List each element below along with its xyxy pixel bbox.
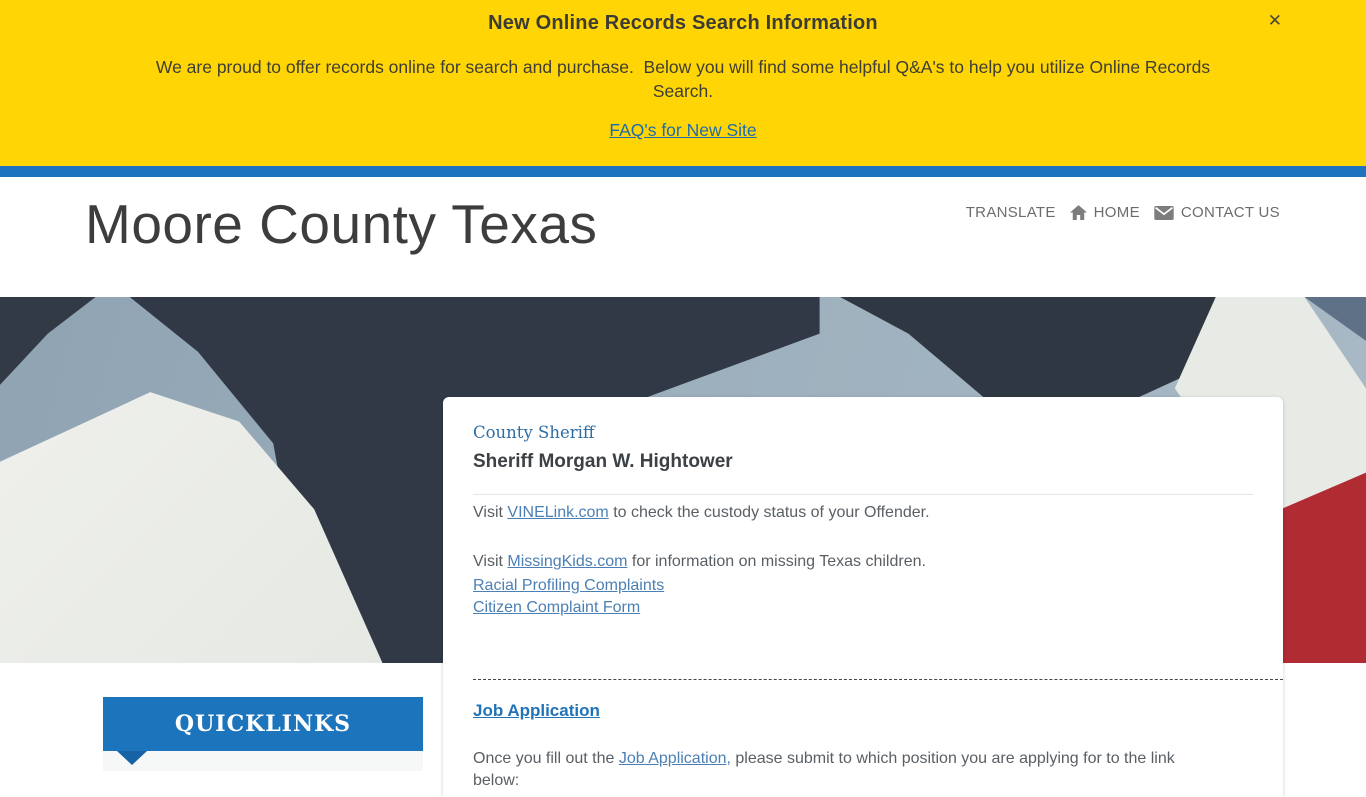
quicklinks-label: QUICKLINKS bbox=[174, 711, 352, 737]
vine-suffix: to check the custody status of your Offender. bbox=[608, 504, 930, 521]
envelope-icon bbox=[1154, 206, 1174, 220]
job-application-link[interactable]: Job Application bbox=[473, 700, 600, 720]
home-icon bbox=[1070, 205, 1087, 220]
county-sheriff-card bbox=[443, 397, 1283, 797]
blue-divider-bar bbox=[0, 166, 1366, 177]
quicklinks-button[interactable] bbox=[103, 697, 423, 751]
sheriff-name-heading: Sheriff Morgan W. Hightower bbox=[473, 451, 733, 472]
quicklinks-pointer-icon bbox=[117, 751, 147, 765]
nav-home[interactable] bbox=[1070, 204, 1140, 221]
site-header bbox=[0, 177, 1366, 297]
faq-new-site-link[interactable]: FAQ's for New Site bbox=[609, 120, 757, 141]
citizen-complaint-form-link[interactable]: Citizen Complaint Form bbox=[473, 598, 641, 616]
job-note-paragraph bbox=[473, 748, 1225, 793]
banner-title: New Online Records Search Information bbox=[488, 12, 878, 34]
quicklinks-panel bbox=[103, 751, 423, 771]
nav-home-label: HOME bbox=[1093, 204, 1140, 221]
nav-contact-us[interactable] bbox=[1154, 204, 1280, 221]
card-eyebrow: County Sheriff bbox=[473, 423, 595, 442]
dashed-divider bbox=[473, 679, 1283, 680]
close-icon[interactable]: ✕ bbox=[1264, 8, 1286, 33]
job-application-heading bbox=[473, 701, 1253, 721]
job-application-inline-link[interactable]: Job Application, bbox=[618, 749, 731, 767]
job-note-suffix: please submit to which position you are applying for to the link below: bbox=[473, 749, 1175, 790]
nav-contact-label: CONTACT US bbox=[1180, 204, 1280, 221]
missingkids-link[interactable]: MissingKids.com bbox=[507, 553, 628, 571]
light-divider bbox=[473, 494, 1253, 495]
missing-suffix: for information on missing Texas children. bbox=[627, 553, 926, 571]
nav-translate-label: TRANSLATE bbox=[965, 204, 1056, 221]
job-note-prefix: Once you fill out the bbox=[473, 749, 619, 767]
banner-body-text: We are proud to offer records online for search and purchase. Below you will find some helpful Q&A's to help you utilize Online Records Search. bbox=[155, 57, 1215, 102]
page-title: Moore County Texas bbox=[85, 193, 598, 255]
notice-banner bbox=[0, 0, 1366, 166]
complaint-links bbox=[473, 575, 1253, 619]
missing-prefix: Visit bbox=[473, 553, 508, 571]
racial-profiling-complaints-link[interactable]: Racial Profiling Complaints bbox=[473, 576, 665, 594]
nav-translate[interactable] bbox=[966, 204, 1056, 221]
vine-prefix: Visit bbox=[473, 504, 508, 521]
top-nav bbox=[966, 204, 1280, 221]
vinelink-link[interactable]: VINELink.com bbox=[507, 504, 609, 521]
missingkids-paragraph bbox=[473, 551, 1253, 573]
vinelink-paragraph bbox=[473, 502, 1253, 524]
